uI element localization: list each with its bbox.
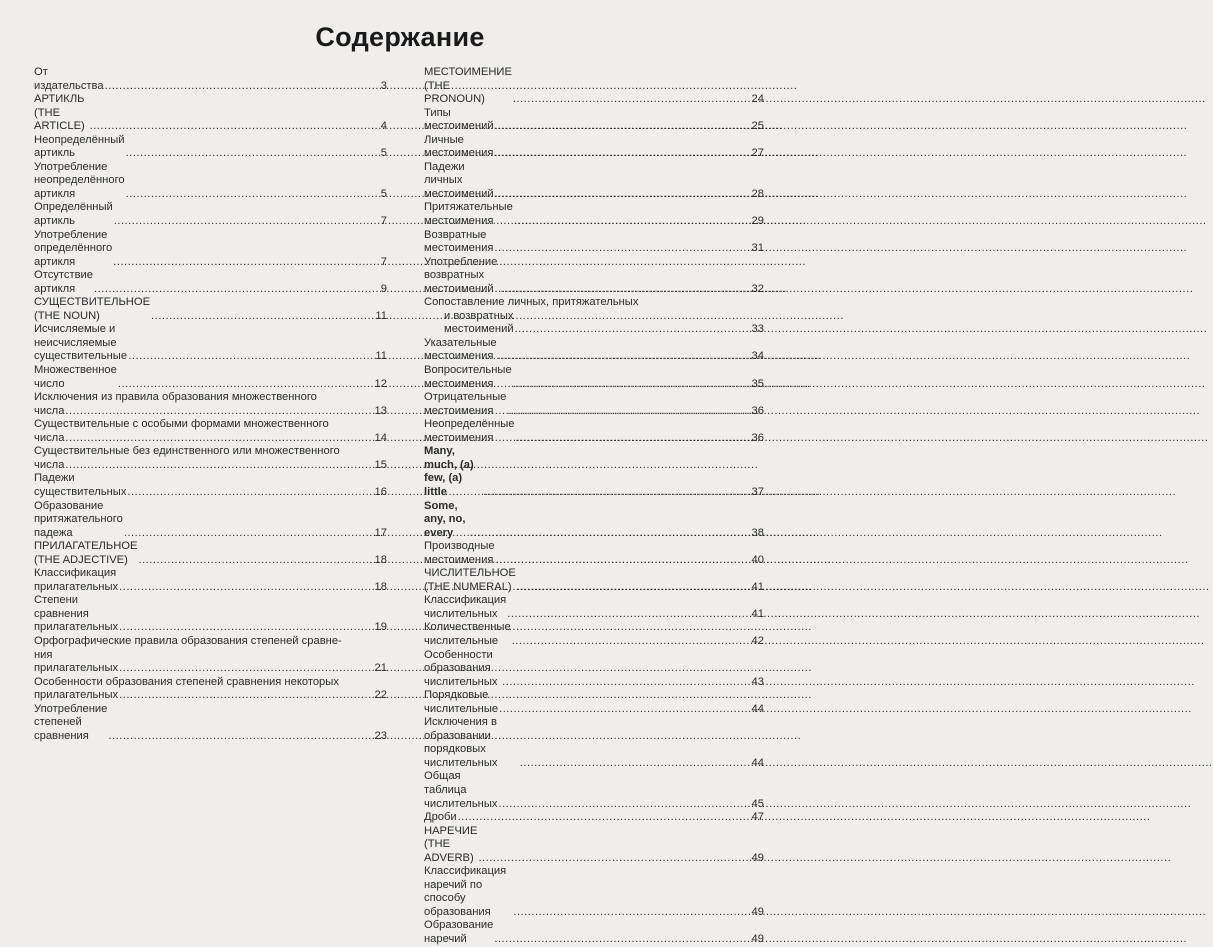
dot-leader [495, 188, 751, 202]
toc-entry-title: Типы местоимений [424, 106, 494, 133]
toc-entry-line [34, 635, 387, 649]
toc-entry[interactable] [34, 703, 387, 744]
toc-entry[interactable] [34, 500, 387, 541]
toc-page-number: 23 [374, 729, 387, 742]
toc-page-number: 31 [751, 242, 764, 255]
dot-leader [513, 378, 751, 392]
toc-entry[interactable] [424, 594, 764, 621]
toc-page-number: 3 [380, 79, 387, 92]
dot-leader [113, 256, 374, 270]
toc-page-number: 18 [374, 553, 387, 566]
toc-entry-title: Дроби [424, 811, 457, 824]
toc-entry-title: ПРИЛАГАТЕЛЬНОЕ (THE ADJECTIVE) [34, 540, 138, 566]
toc-page-number: 35 [751, 377, 764, 390]
toc-page-number: 5 [380, 187, 387, 200]
toc-page-number: 11 [375, 350, 387, 363]
toc-entry-title: Определённый артикль [34, 201, 113, 228]
toc-entry-title: Особенности образования числительных [424, 648, 498, 688]
toc-page-number: 40 [751, 553, 764, 566]
dot-leader [496, 554, 751, 568]
toc-entry-title-continuation: числа [34, 431, 65, 444]
dot-leader [499, 703, 750, 717]
toc-entry[interactable] [34, 459, 387, 473]
toc-page-number: 15 [374, 458, 387, 471]
toc-entry-title: Возвратные местоимения [424, 228, 494, 255]
toc-entry[interactable] [424, 418, 764, 445]
toc-entry[interactable] [34, 93, 387, 134]
dot-leader [512, 635, 751, 649]
toc-entry-title: Употребление степеней сравнения [34, 702, 108, 742]
toc-entry[interactable] [424, 825, 764, 866]
toc-entry-title: Сопоставление личных, притяжательных [424, 296, 639, 309]
dot-leader [507, 405, 750, 419]
toc-page-number: 18 [374, 580, 387, 593]
toc-entry[interactable] [34, 161, 387, 202]
toc-page-number: 44 [751, 756, 764, 769]
toc-entry-title: ЧИСЛИТЕЛЬНОЕ (THE NUMERAL) [424, 567, 516, 593]
toc-entry[interactable] [34, 649, 387, 676]
toc-entry-title: Вопросительные местоимения [424, 364, 512, 390]
dot-leader [124, 527, 374, 541]
toc-entry-title: Падежи существительных [34, 472, 127, 498]
toc-entry-title-continuation: ния прилагательных [34, 648, 119, 675]
toc-entry-title: Падежи личных местоимений [424, 160, 494, 200]
dot-leader [494, 933, 750, 947]
toc-page-number: 9 [380, 282, 387, 295]
toc-page-number: 36 [751, 404, 764, 417]
toc-page-number: 38 [751, 526, 764, 539]
toc-entry[interactable] [34, 134, 387, 161]
toc-page-number: 5 [380, 147, 387, 160]
toc-entry[interactable] [34, 296, 387, 323]
toc-entry[interactable] [34, 567, 387, 594]
toc-entry-title: Исключения в образовании порядковых числительных [424, 716, 498, 769]
toc-page-number: 42 [751, 634, 764, 647]
toc-page-number: 36 [751, 431, 764, 444]
dot-leader [90, 120, 374, 134]
dot-leader [94, 283, 374, 297]
toc-entry[interactable] [424, 540, 764, 567]
toc-entry[interactable] [424, 689, 764, 716]
toc-entry[interactable] [424, 770, 764, 811]
toc-page-number: 32 [751, 282, 764, 295]
toc-entry[interactable] [424, 66, 764, 107]
toc-entry-title: Неопределённые местоимения [424, 418, 515, 444]
toc-entry[interactable] [424, 107, 764, 134]
toc-entry[interactable] [424, 865, 764, 919]
toc-page-number: 16 [374, 485, 387, 498]
dot-leader [458, 811, 751, 825]
toc-page-number: 43 [751, 675, 764, 688]
toc-page-number: 41 [751, 580, 764, 593]
toc-entry[interactable] [424, 919, 764, 946]
toc-entry-line [34, 676, 387, 690]
toc-page-number: 21 [374, 662, 387, 675]
toc-entry[interactable] [34, 594, 387, 635]
toc-page-number: 45 [751, 797, 764, 810]
dot-leader [513, 906, 750, 920]
toc-entry[interactable] [424, 364, 764, 391]
toc-entry-title: СУЩЕСТВИТЕЛЬНОЕ (THE NOUN) [34, 296, 151, 322]
toc-entry-line [34, 445, 387, 459]
toc-page-number: 28 [751, 187, 764, 200]
toc-entry-title: Классификация наречий по способу образования [424, 865, 507, 918]
dot-leader [515, 323, 751, 337]
toc-page-number: 41 [751, 607, 764, 620]
toc-entry-title: Степени сравнения прилагательных [34, 594, 119, 634]
dot-leader [517, 581, 751, 595]
toc-page-number: 27 [751, 147, 764, 160]
toc-entry-title: Производные местоимения [424, 540, 495, 566]
toc-entry-title: Исключения из правила образования множественного [34, 391, 317, 404]
toc-entry-title: Образование наречий [424, 919, 494, 945]
toc-entry[interactable] [34, 201, 387, 228]
toc-entry[interactable] [424, 445, 764, 499]
dot-leader [119, 689, 373, 703]
toc-page-number: 11 [375, 309, 387, 322]
toc-entry[interactable] [34, 689, 387, 703]
toc-entry[interactable] [424, 500, 764, 541]
toc-entry[interactable] [424, 310, 764, 337]
toc-entry-title: Образование притяжательного падежа [34, 499, 123, 539]
toc-entry-title: Отсутствие артикля [34, 269, 94, 295]
toc-page-number: 19 [374, 621, 387, 634]
dot-leader [520, 757, 751, 771]
toc-entry-title: Классификация прилагательных [34, 567, 119, 593]
dot-leader [478, 852, 750, 866]
toc-entry-title: Порядковые числительные [424, 689, 499, 715]
toc-entry[interactable] [424, 201, 764, 228]
toc-entry-title: Классификация числительных [424, 594, 507, 620]
toc-page-number: 24 [751, 93, 764, 106]
dot-leader [114, 215, 374, 229]
toc-entry-title: Исчисляемые и неисчисляемые существительные [34, 323, 128, 363]
toc-page-number: 29 [751, 215, 764, 228]
toc-left-column [34, 66, 387, 743]
dot-leader [151, 310, 374, 324]
toc-entry-line [34, 391, 387, 405]
toc-page-number: 44 [751, 702, 764, 715]
toc-page-number: 7 [380, 255, 387, 268]
toc-entry[interactable] [34, 66, 387, 93]
dot-leader [502, 676, 750, 690]
dot-leader [126, 147, 374, 161]
toc-entry[interactable] [34, 323, 387, 364]
toc-page-number: 47 [751, 811, 764, 824]
toc-entry-title: Притяжательные местоимения [424, 201, 513, 228]
toc-entry-title: Указательные местоимения [424, 336, 497, 363]
toc-entry[interactable] [34, 229, 387, 270]
toc-entry-title-continuation: числа [34, 404, 65, 417]
toc-entry[interactable] [34, 472, 387, 499]
toc-entry[interactable] [424, 391, 764, 418]
dot-leader [514, 215, 751, 229]
toc-entry[interactable] [34, 269, 387, 296]
dot-leader [105, 80, 374, 94]
dot-leader [498, 350, 751, 364]
toc-entry-title: Отрицательные местоимения [424, 391, 507, 417]
toc-page-number: 13 [374, 404, 387, 417]
toc-page-number: 25 [751, 120, 764, 133]
toc-page-number: 37 [751, 485, 764, 498]
toc-page-number: 49 [751, 851, 764, 864]
toc-entry-title: Употребление неопределённого артикля [34, 160, 125, 200]
toc-page-number: 4 [380, 120, 387, 133]
toc-page-number: 22 [374, 689, 387, 702]
toc-entry-title: Личные местоимения [424, 133, 494, 160]
toc-entry-title-continuation: и возвратных местоимений [444, 309, 514, 336]
dot-leader [495, 120, 751, 134]
toc-entry-title: Неопределённый артикль [34, 133, 125, 160]
dot-leader [501, 283, 751, 297]
toc-entry[interactable] [424, 811, 764, 825]
toc-entry[interactable] [424, 716, 764, 770]
dot-leader [126, 188, 374, 202]
toc-entry-title: Some, any, no, every [424, 499, 466, 539]
dot-leader [118, 378, 374, 392]
dot-leader [470, 527, 751, 541]
toc-entry-title: Количественные числительные [424, 621, 511, 647]
toc-entry-title: Общая таблица числительных [424, 770, 498, 810]
toc-page-number: 14 [374, 431, 387, 444]
dot-leader [516, 432, 751, 446]
toc-entry-title: Употребление определённого артикля [34, 228, 113, 268]
toc-entry-title: Орфографические правила образования степеней сравне- [34, 634, 342, 647]
toc-entry[interactable] [424, 256, 764, 297]
dot-leader [65, 459, 373, 473]
toc-entry-title: Множественное число [34, 364, 117, 390]
toc-entry[interactable] [34, 364, 387, 391]
dot-leader [127, 486, 373, 500]
dot-leader [507, 608, 750, 622]
dot-leader [119, 581, 373, 595]
toc-entry-title: Особенности образования степеней сравнения некоторых [34, 675, 339, 688]
dot-leader [498, 798, 750, 812]
toc-entry[interactable] [34, 432, 387, 446]
toc-entry-title: Существительные без единственного или множественного [34, 445, 340, 458]
toc-entry[interactable] [424, 134, 764, 161]
toc-page-number: 49 [751, 905, 764, 918]
page-title: Содержание [315, 22, 485, 52]
toc-entry[interactable] [424, 649, 764, 690]
toc-entry[interactable] [34, 540, 387, 567]
toc-entry[interactable] [424, 337, 764, 364]
dot-leader [513, 93, 751, 107]
dot-leader [119, 621, 373, 635]
toc-entry-line [424, 296, 764, 310]
dot-leader [65, 405, 373, 419]
dot-leader [494, 147, 750, 161]
toc-entry-title: От издательства [34, 66, 104, 92]
dot-leader [65, 432, 373, 446]
toc-entry-line [34, 418, 387, 432]
toc-entry[interactable] [424, 567, 764, 594]
toc-entry-title: Существительные с особыми формами множественного [34, 418, 329, 431]
toc-entry-title: Many, much, (a) few, (a) little [424, 445, 474, 498]
dot-leader [494, 242, 750, 256]
toc-entry[interactable] [424, 229, 764, 256]
dot-leader [138, 554, 373, 568]
dot-leader [108, 730, 373, 744]
toc-entry[interactable] [424, 161, 764, 202]
toc-page-number: 34 [751, 350, 764, 363]
toc-entry-title-continuation: прилагательных [34, 689, 119, 702]
toc-page-number: 12 [374, 377, 387, 390]
toc-entry-title: НАРЕЧИЕ (THE ADVERB) [424, 824, 478, 864]
toc-page-number: 17 [374, 526, 387, 539]
toc-page-number: 49 [751, 933, 764, 945]
toc-entry[interactable] [34, 405, 387, 419]
dot-leader [119, 662, 373, 676]
dot-leader [128, 350, 374, 364]
toc-entry-title-continuation: числа [34, 458, 65, 471]
toc-page-number: 7 [380, 215, 387, 228]
toc-entry-title: АРТИКЛЬ (THE ARTICLE) [34, 93, 85, 133]
toc-page-number: 33 [751, 323, 764, 336]
dot-leader [483, 486, 750, 500]
toc-entry-title: МЕСТОИМЕНИЕ (THE PRONOUN) [424, 66, 512, 106]
toc-right-column [424, 66, 764, 947]
toc-entry[interactable] [424, 621, 764, 648]
toc-entry-title: Употребление возвратных местоимений [424, 255, 498, 295]
